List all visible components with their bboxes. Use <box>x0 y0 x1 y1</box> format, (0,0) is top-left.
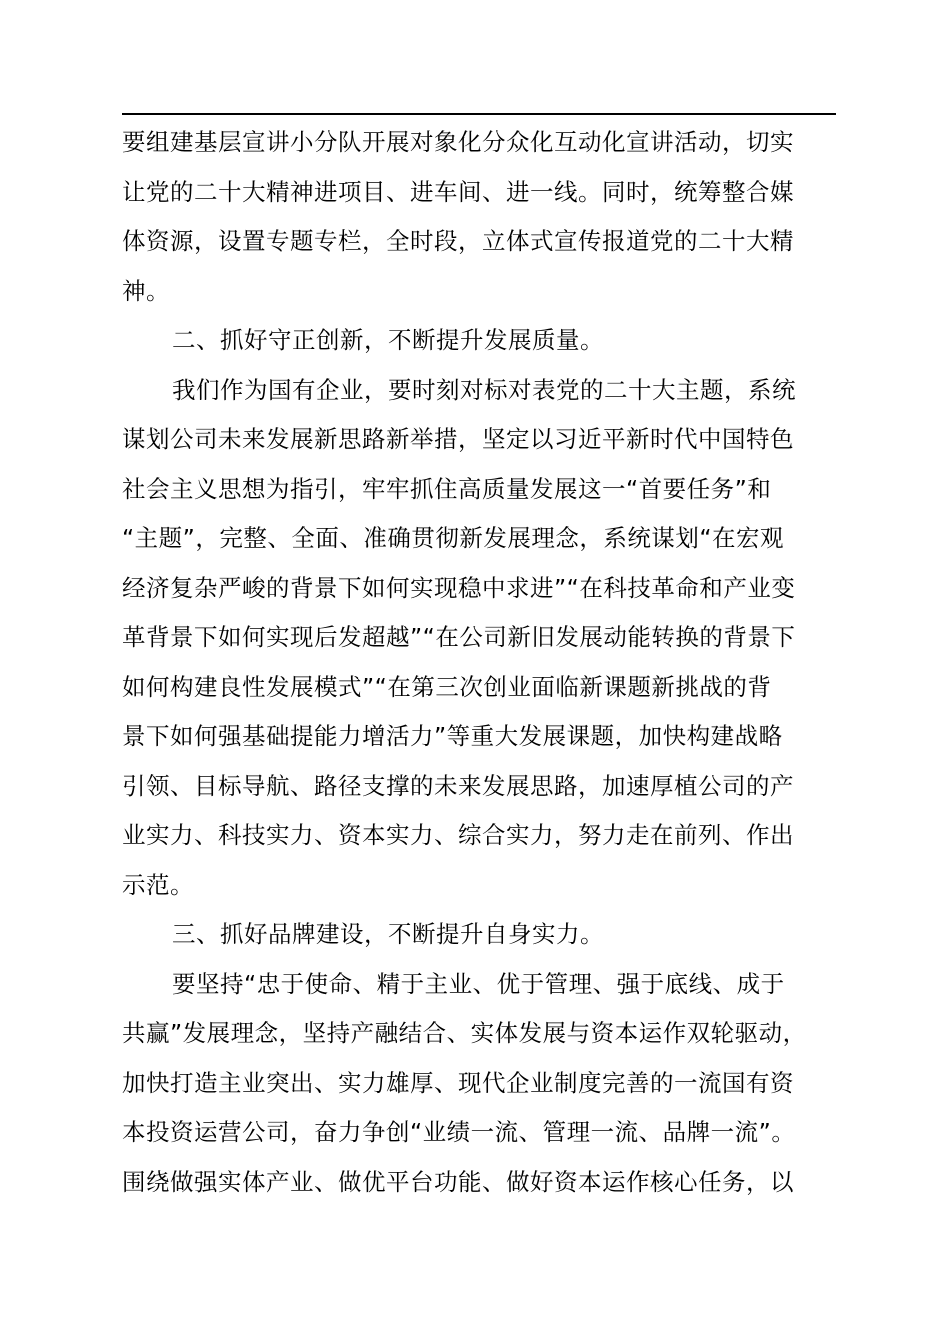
text-line: 景下如何强基础提能力增活力”等重大发展课题，加快构建战略 <box>122 722 783 750</box>
text-line: 如何构建良性发展模式”“在第三次创业面临新课题新挑战的背 <box>122 672 772 701</box>
text-line: 本投资运营公司，奋力争创“业绩一流、管理一流、品牌一流”。 <box>122 1118 796 1146</box>
text-line: 加快打造主业突出、实力雄厚、现代企业制度完善的一流国有资 <box>122 1068 794 1097</box>
text-line: 示范。 <box>122 870 194 899</box>
text-line: 围绕做强实体产业、做优平台功能、做好资本运作核心任务，以 <box>122 1167 794 1196</box>
section-heading: 二、抓好守正创新，不断提升发展质量。 <box>172 326 604 354</box>
text-line: 革背景下如何实现后发超越”“在公司新旧发展动能转换的背景下 <box>122 623 796 651</box>
text-line: 神。 <box>122 276 170 305</box>
text-line: 经济复杂严峻的背景下如何实现稳中求进”“在科技革命和产业变 <box>122 573 796 602</box>
text-line: 业实力、科技实力、资本实力、综合实力，努力走在前列、作出 <box>122 821 794 849</box>
text-line: 共赢”发展理念，坚持产融结合、实体发展与资本运作双轮驱动， <box>122 1019 807 1047</box>
text-line: 引领、目标导航、路径支撑的未来发展思路，加速厚植公司的产 <box>122 771 794 800</box>
header-rule <box>122 113 836 115</box>
text-line: 我们作为国有企业，要时刻对标对表党的二十大主题，系统 <box>172 375 796 404</box>
text-line: “主题”，完整、全面、准确贯彻新发展理念，系统谋划“在宏观 <box>122 524 785 552</box>
section-heading: 三、抓好品牌建设，不断提升自身实力。 <box>172 920 604 948</box>
text-line: 体资源，设置专题专栏，全时段，立体式宣传报道党的二十大精 <box>122 227 794 255</box>
text-line: 让党的二十大精神进项目、进车间、进一线。同时，统筹整合媒 <box>122 177 794 206</box>
text-line: 谋划公司未来发展新思路新举措，坚定以习近平新时代中国特色 <box>122 425 794 453</box>
text-line: 要坚持“忠于使命、精于主业、优于管理、强于底线、成于 <box>172 969 785 998</box>
document-body <box>122 118 862 1207</box>
text-line: 社会主义思想为指引，牢牢抓住高质量发展这一“首要任务”和 <box>122 474 772 503</box>
text-line: 要组建基层宣讲小分队开展对象化分众化互动化宣讲活动，切实 <box>122 128 794 156</box>
